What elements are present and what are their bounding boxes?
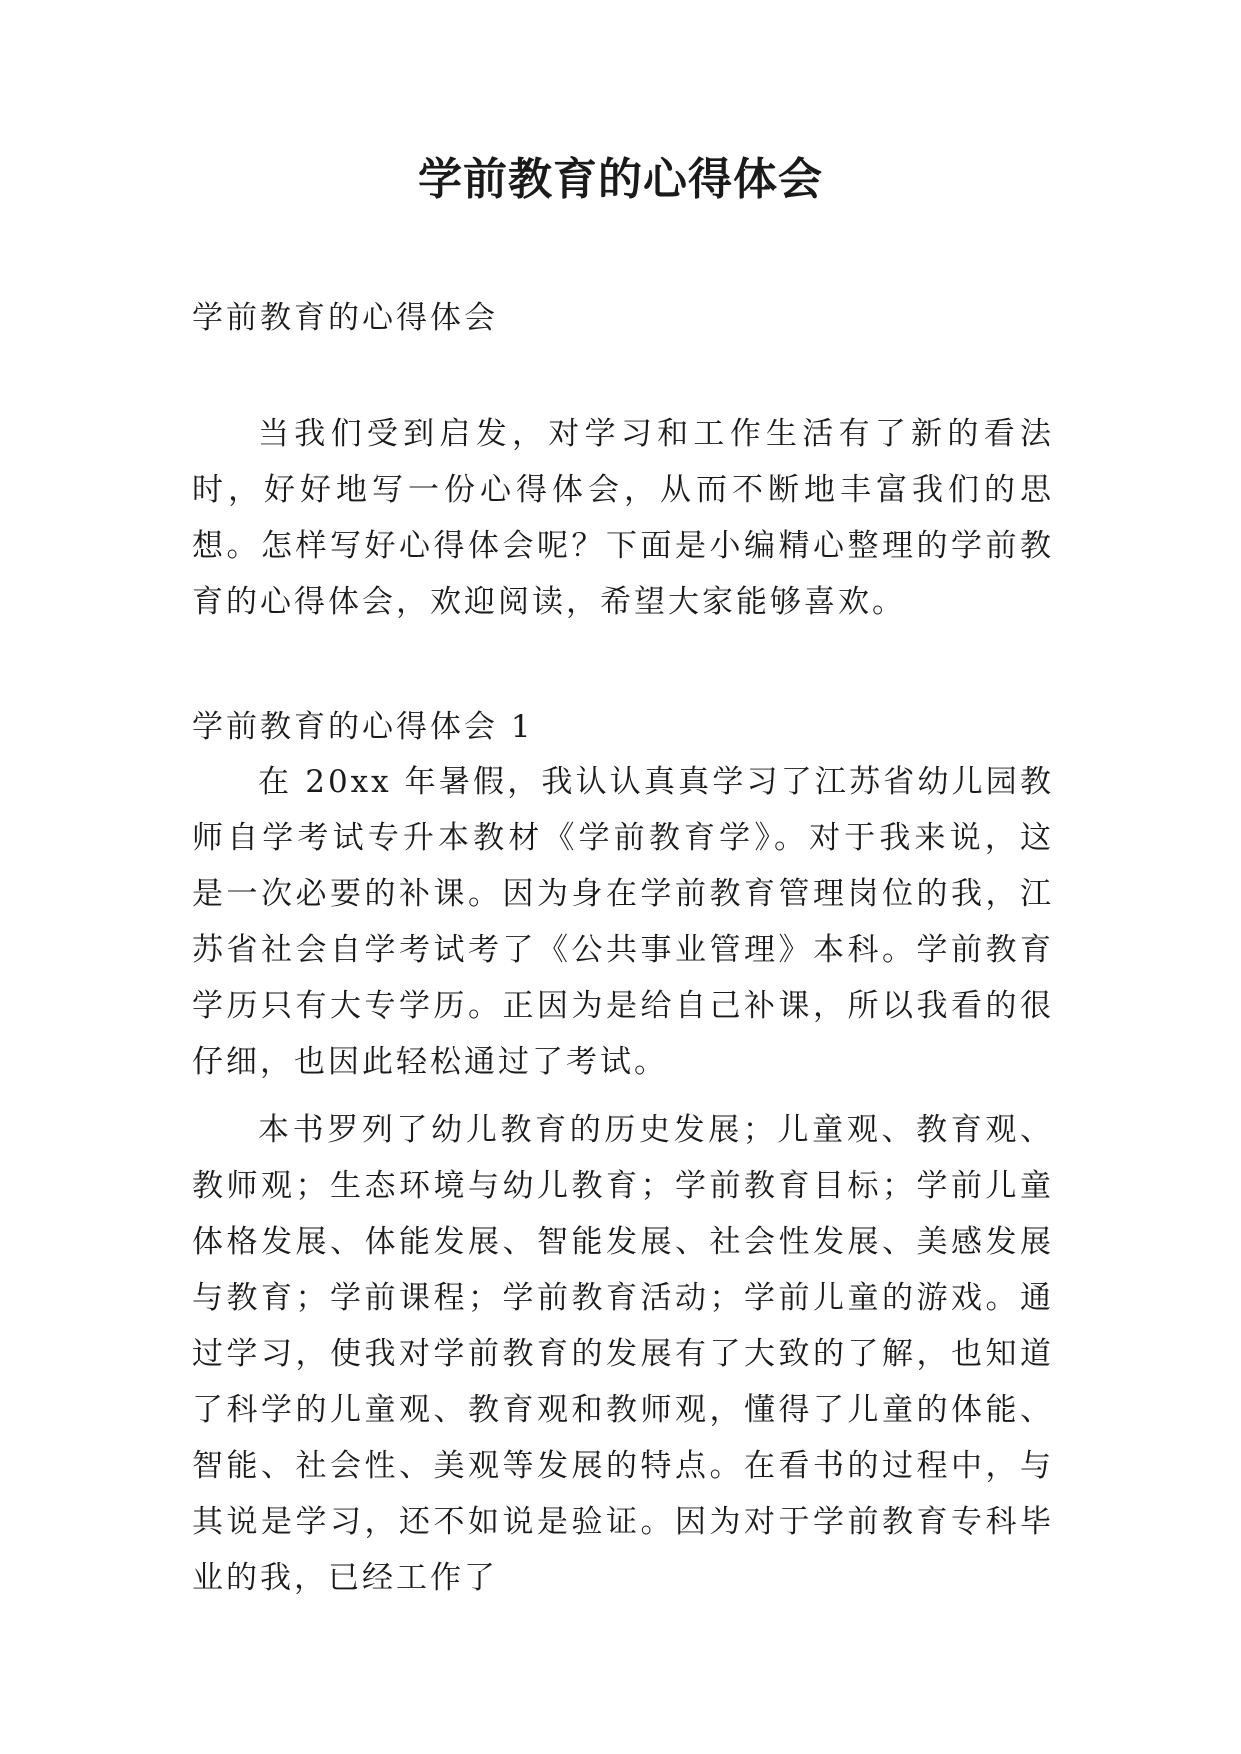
section-heading: 学前教育的心得体会 1	[192, 709, 534, 745]
document-title: 学前教育的心得体会	[418, 154, 823, 205]
body-paragraph: 本书罗列了幼儿教育的历史发展；儿童观、教育观、教师观；生态环境与幼儿教育；学前教育目标；学前儿童体格发展、体能发展、智能发展、社会性发展、美感发展与教育；学前课程；学前教育活动；学前儿童的游戏。通过学习，使我对学前教育的发展有了大致的了解，也知道了科学的儿童观、教育观和教师观，懂得了儿童的体能、智能、社会性、美观等发展的特点。在看书的过程中，与其说是学习，还不如说是验证。因为对于学前教育专科毕业的我，已经工作了	[192, 1112, 1054, 1596]
body-paragraph: 在 20xx 年暑假，我认认真真学习了江苏省幼儿园教师自学考试专升本教材《学前教育学》。对于我来说，这是一次必要的补课。因为身在学前教育管理岗位的我，江苏省社会自学考试考了《公共事业管理》本科。学前教育学历只有大专学历。正因为是给自己补课，所以我看的很仔细，也因此轻松通过了考试。	[192, 764, 1054, 1080]
document-subtitle: 学前教育的心得体会	[192, 300, 498, 336]
intro-paragraph: 当我们受到启发，对学习和工作生活有了新的看法时，好好地写一份心得体会，从而不断地丰富我们的思想。怎样写好心得体会呢？下面是小编精心整理的学前教育的心得体会，欢迎阅读，希望大家能够喜欢。	[192, 416, 1054, 620]
